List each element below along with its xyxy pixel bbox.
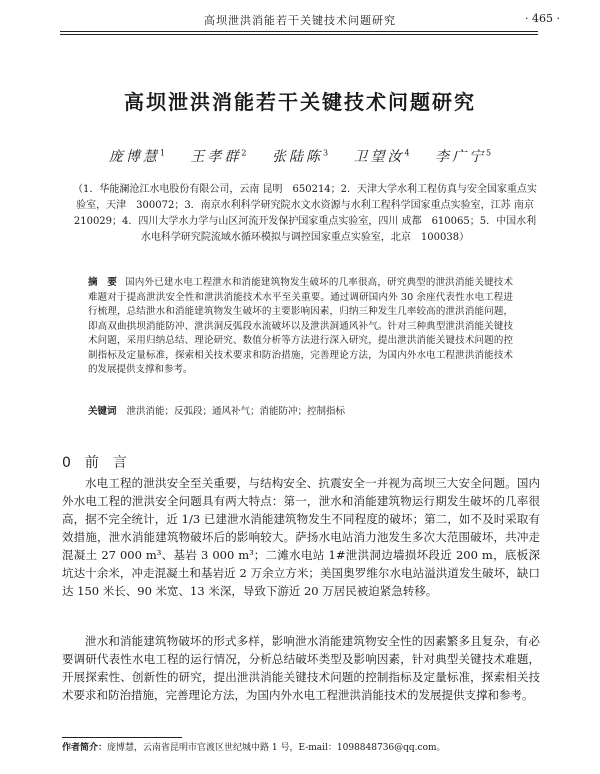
footnote-rule	[62, 737, 182, 738]
footnote-text: 庞博慧，云南省昆明市官渡区世纪城中路 1 号，E-mail：1098848736@qq.com。	[107, 743, 446, 753]
author	[354, 149, 410, 165]
author-name: 李广宁	[435, 149, 487, 165]
author-name: 庞博慧	[108, 149, 160, 165]
author-list	[60, 146, 540, 166]
author	[435, 149, 491, 165]
author-affil-mark: 1	[159, 148, 165, 158]
header-rule-top	[60, 31, 538, 32]
body-paragraph: 水电工程的泄洪安全至关重要，与结构安全、抗震安全一并视为高坝三大安全问题。国内外水电工程的泄洪安全问题具有两大特点：第一，泄水和消能建筑物运行期发生破坏的几率很高，据不完全统计，近 1/3 已建泄水消能建筑物发生不同程度的破坏；第二，如不及时采取有效措施，泄水消能建筑物破坏后的影响较大。萨扬水电站消力池发生多次大范围破坏，共冲走混凝土 27 000 m³、基岩 3 000 m³；二滩水电站 1#泄洪洞边墙损坏段近 200 m，底板深坑达十余米，冲走混凝土和基岩近 2 万余立方米；美国奥罗维尔水电站溢洪道发生破坏，缺口达 150 米长、90 米宽、13 米深，导致下游近 20 万居民被迫紧急转移。	[62, 476, 540, 598]
paper-title: 高坝泄洪消能若干关键技术问题研究	[124, 90, 476, 114]
abstract	[88, 276, 513, 378]
author-affil-mark: 3	[322, 148, 329, 158]
author-affil-mark: 5	[486, 148, 492, 158]
author-affil-mark: 4	[404, 148, 410, 158]
abstract-label: 摘 要	[88, 277, 118, 288]
author-name: 张陆陈	[271, 149, 323, 165]
author-name: 王孝群	[190, 149, 242, 165]
keywords-label: 关键词	[88, 406, 117, 417]
author	[190, 149, 246, 165]
page-number: · 465 ·	[525, 12, 560, 25]
author-affil-mark: 2	[241, 148, 247, 158]
author	[272, 149, 328, 165]
footnote-label: 作者简介：	[62, 743, 108, 753]
body-paragraph: 泄水和消能建筑物破坏的形式多样，影响泄水消能建筑物安全性的因素繁多且复杂，有必要调研代表性水电工程的运行情况，分析总结破坏类型及影响因素，针对典型关键技术难题，开展探索性、创新性的研究，提出泄洪消能关键技术问题的控制指标及定量标准，探索相关技术要求和防治措施，完善理论方法，为国内外水电工程泄洪消能技术的发展提供支撑和参考。	[62, 634, 540, 702]
author-footnote	[62, 742, 540, 754]
affiliations: （1．华能澜沧江水电股份有限公司，云南 昆明 650214；2．天津大学水利工程仿真与安全国家重点实验室，天津 300072；3．南京水利科学研究院水文水资源与水利工程科学国家重点实验室，江苏 南京 210029；4．四川大学水力学与山区河流开发保护国家重点实验室，四川 成都 610065；5．中国水利水电科学研究院流域水循环模拟与调控国家重点实验室，北京 100038）	[72, 184, 544, 243]
keywords-text: 泄洪消能；反弧段；通风补气；消能防冲；控制指标	[126, 406, 346, 417]
section-heading	[62, 452, 127, 472]
section-title: 前 言	[84, 455, 127, 471]
header-rule-bottom	[60, 34, 538, 35]
author	[109, 149, 165, 165]
author-name: 卫望汝	[353, 149, 405, 165]
running-title: 高坝泄洪消能若干关键技术问题研究	[204, 14, 396, 27]
section-number: 0	[62, 455, 71, 471]
running-header	[0, 8, 600, 30]
abstract-text: 国内外已建水电工程泄水和消能建筑物发生破坏的几率很高，研究典型的泄洪消能关键技术难题对于提高泄洪安全性和泄洪消能技术水平至关重要。通过调研国内外 30 余座代表性水电工程进行梳理，总结泄水和消能建筑物发生破坏的主要影响因素，归纳三种发生几率较高的泄洪消能问题，即高双曲拱坝消能防冲、泄洪洞反弧段水流破坏以及泄洪洞通风补气。针对三种典型泄洪消能关键技术问题，采用归纳总结、理论研究、数值分析等方法进行深入研究，提出泄洪消能关键技术问题的控制指标及定量标准，探索相关技术要求和防治措施，完善理论方法，为国内外水电工程泄洪消能技术的发展提供支撑和参考。	[88, 277, 513, 375]
keywords	[88, 405, 513, 419]
